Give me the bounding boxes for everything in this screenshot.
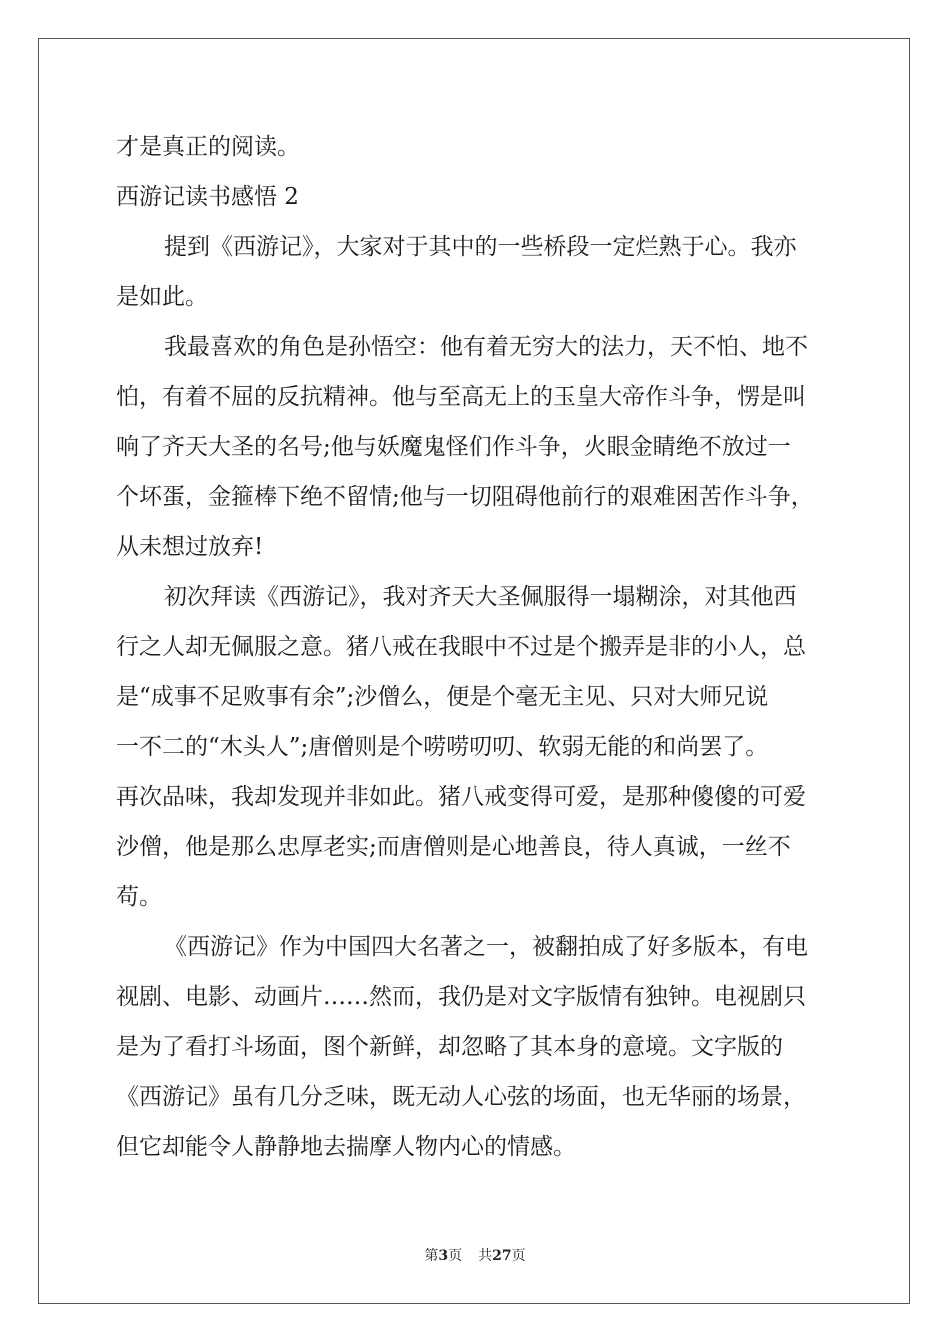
text-line: 我最喜欢的角色是孙悟空：他有着无穷大的法力，天不怕、地不 bbox=[164, 334, 808, 360]
text-line: 初次拜读《西游记》，我对齐天大圣佩服得一塌糊涂，对其他西 bbox=[164, 584, 797, 610]
document-body bbox=[116, 122, 838, 1172]
page-suffix: 页 bbox=[448, 1248, 463, 1264]
text-line: 一不二的“木头人”;唐僧则是个唠唠叨叨、软弱无能的和尚罢了。 bbox=[116, 734, 769, 760]
text-line: 个坏蛋，金箍棒下绝不留情;他与一切阻碍他前行的艰难困苦作斗争， bbox=[116, 484, 814, 510]
text-line: 《西游记》虽有几分乏味，既无动人心弦的场面，也无华丽的场景， bbox=[116, 1084, 806, 1110]
total-prefix: 共 bbox=[478, 1248, 493, 1264]
text-line: 但它却能令人静静地去揣摩人物内心的情感。 bbox=[116, 1134, 576, 1160]
text-line: 视剧、电影、动画片……然而，我仍是对文字版情有独钟。电视剧只 bbox=[116, 984, 806, 1010]
total-suffix: 页 bbox=[511, 1248, 526, 1264]
text-line: 《西游记》作为中国四大名著之一，被翻拍成了好多版本，有电 bbox=[164, 934, 808, 960]
total-pages: 27 bbox=[492, 1248, 512, 1264]
text-line: 苟。 bbox=[116, 884, 162, 910]
page-footer bbox=[0, 1245, 950, 1265]
page-number: 3 bbox=[438, 1248, 449, 1264]
text-line: 是如此。 bbox=[116, 284, 208, 310]
text-line: 沙僧，他是那么忠厚老实;而唐僧则是心地善良，待人真诚，一丝不 bbox=[116, 834, 791, 860]
text-line: 响了齐天大圣的名号;他与妖魔鬼怪们作斗争，火眼金睛绝不放过一 bbox=[116, 434, 791, 460]
text-line: 提到《西游记》，大家对于其中的一些桥段一定烂熟于心。我亦 bbox=[164, 234, 797, 260]
page-prefix: 第 bbox=[424, 1248, 439, 1264]
text-line: 再次品味，我却发现并非如此。猪八戒变得可爱，是那种傻傻的可爱 bbox=[116, 784, 806, 810]
text-line: 从未想过放弃! bbox=[116, 534, 264, 560]
text-line: 是“成事不足败事有余”;沙僧么，便是个毫无主见、只对大师兄说 bbox=[116, 684, 769, 710]
section-heading: 西游记读书感悟 2 bbox=[116, 184, 299, 210]
text-line: 行之人却无佩服之意。猪八戒在我眼中不过是个搬弄是非的小人，总 bbox=[116, 634, 806, 660]
text-line: 是为了看打斗场面，图个新鲜，却忽略了其本身的意境。文字版的 bbox=[116, 1034, 783, 1060]
text-line: 怕，有着不屈的反抗精神。他与至高无上的玉皇大帝作斗争，愣是叫 bbox=[116, 384, 806, 410]
text-line: 才是真正的阅读。 bbox=[116, 134, 300, 160]
